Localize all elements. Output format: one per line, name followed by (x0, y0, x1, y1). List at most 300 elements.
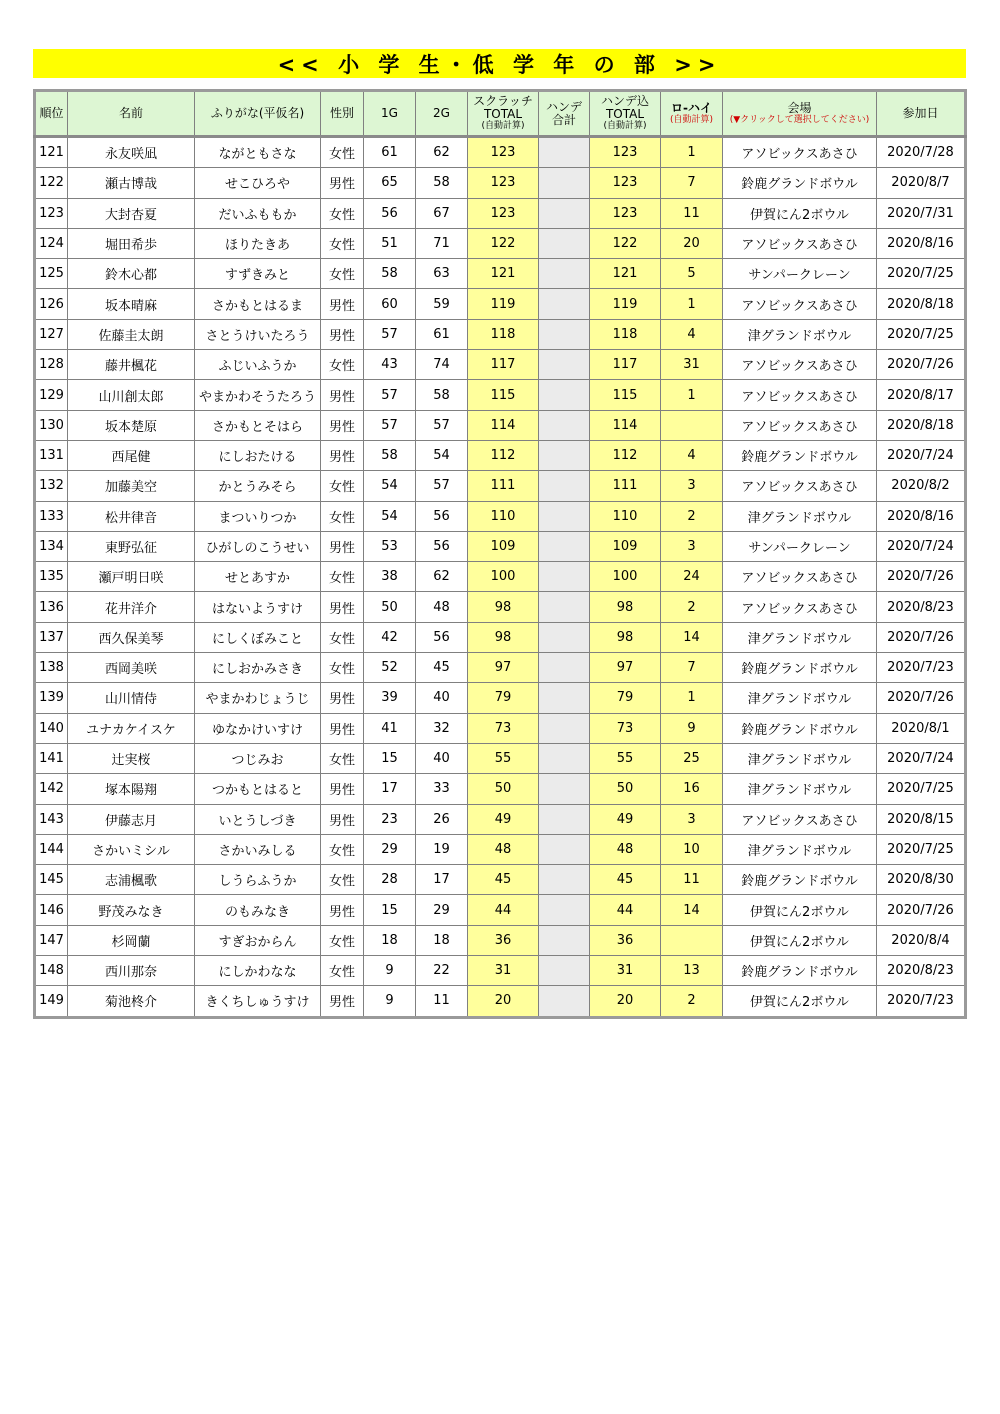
game1-cell: 52 (364, 653, 416, 683)
table-row (35, 774, 966, 804)
handicap-cell (539, 622, 590, 652)
rank-cell: 148 (35, 956, 68, 986)
venue-cell[interactable]: 鈴鹿グランドボウル (723, 956, 877, 986)
game1-cell: 9 (364, 986, 416, 1017)
venue-cell[interactable]: サンパークレーン (723, 531, 877, 561)
handicap-total-cell: 112 (590, 440, 661, 470)
date-cell: 2020/7/24 (877, 440, 966, 470)
header-scratch-line1: スクラッチ (473, 94, 533, 108)
game2-cell: 29 (416, 895, 468, 925)
game1-cell: 28 (364, 865, 416, 895)
name-cell: 堀田希歩 (68, 228, 195, 258)
game2-cell: 59 (416, 289, 468, 319)
table-row (35, 289, 966, 319)
handicap-cell (539, 865, 590, 895)
name-cell: 大封杏夏 (68, 198, 195, 228)
game2-cell: 62 (416, 137, 468, 168)
lowhigh-cell: 13 (661, 956, 723, 986)
table-row (35, 380, 966, 410)
handicap-cell (539, 895, 590, 925)
name-cell: 永友咲凪 (68, 137, 195, 168)
table-row (35, 168, 966, 198)
lowhigh-cell: 1 (661, 380, 723, 410)
venue-cell[interactable]: 津グランドボウル (723, 319, 877, 349)
handicap-total-cell: 79 (590, 683, 661, 713)
date-cell: 2020/7/23 (877, 653, 966, 683)
kana-cell: せとあすか (195, 562, 321, 592)
lowhigh-cell: 3 (661, 471, 723, 501)
handicap-cell (539, 228, 590, 258)
gender-cell: 男性 (321, 168, 364, 198)
handicap-cell (539, 410, 590, 440)
gender-cell: 女性 (321, 137, 364, 168)
venue-cell[interactable]: アソビックスあさひ (723, 562, 877, 592)
date-cell: 2020/8/17 (877, 380, 966, 410)
venue-cell[interactable]: アソビックスあさひ (723, 350, 877, 380)
table-row (35, 713, 966, 743)
header-game1: 1G (364, 91, 416, 137)
game1-cell: 15 (364, 743, 416, 773)
venue-cell[interactable]: アソビックスあさひ (723, 380, 877, 410)
gender-cell: 女性 (321, 925, 364, 955)
table-row (35, 592, 966, 622)
header-venue-label: 会場 (787, 100, 812, 115)
date-cell: 2020/7/23 (877, 986, 966, 1017)
rank-cell: 129 (35, 380, 68, 410)
kana-cell: せこひろや (195, 168, 321, 198)
header-rank: 順位 (35, 91, 68, 137)
kana-cell: つじみお (195, 743, 321, 773)
handicap-total-cell: 55 (590, 743, 661, 773)
handicap-cell (539, 259, 590, 289)
game1-cell: 39 (364, 683, 416, 713)
header-lowhigh-note: (自動計算) (669, 114, 714, 125)
name-cell: 花井洋介 (68, 592, 195, 622)
header-scratch-line2: TOTAL (483, 107, 523, 121)
header-lowhigh (661, 91, 723, 137)
lowhigh-cell: 3 (661, 804, 723, 834)
date-cell: 2020/7/25 (877, 834, 966, 864)
name-cell: 東野弘征 (68, 531, 195, 561)
venue-cell[interactable]: 津グランドボウル (723, 501, 877, 531)
table-row (35, 986, 966, 1017)
name-cell: 佐藤圭太朗 (68, 319, 195, 349)
name-cell: 西久保美琴 (68, 622, 195, 652)
venue-cell[interactable]: 津グランドボウル (723, 834, 877, 864)
kana-cell: にしおたける (195, 440, 321, 470)
date-cell: 2020/7/25 (877, 319, 966, 349)
lowhigh-cell: 7 (661, 168, 723, 198)
table-row (35, 440, 966, 470)
game2-cell: 74 (416, 350, 468, 380)
table-row (35, 259, 966, 289)
lowhigh-cell: 1 (661, 137, 723, 168)
lowhigh-cell: 24 (661, 562, 723, 592)
gender-cell: 女性 (321, 350, 364, 380)
game2-cell: 57 (416, 471, 468, 501)
rank-cell: 138 (35, 653, 68, 683)
lowhigh-cell: 14 (661, 622, 723, 652)
date-cell: 2020/8/23 (877, 592, 966, 622)
venue-cell[interactable]: 伊賀にん2ボウル (723, 925, 877, 955)
header-hdcp-total-line1: ハンデ込 (600, 94, 649, 108)
header-venue (723, 91, 877, 137)
table-row (35, 228, 966, 258)
lowhigh-cell: 16 (661, 774, 723, 804)
handicap-total-cell: 114 (590, 410, 661, 440)
lowhigh-cell: 2 (661, 986, 723, 1017)
handicap-cell (539, 562, 590, 592)
date-cell: 2020/8/18 (877, 410, 966, 440)
scratch-total-cell: 123 (468, 198, 539, 228)
gender-cell: 男性 (321, 895, 364, 925)
scratch-total-cell: 73 (468, 713, 539, 743)
table-row (35, 683, 966, 713)
gender-cell: 女性 (321, 471, 364, 501)
handicap-total-cell: 115 (590, 380, 661, 410)
game1-cell: 57 (364, 380, 416, 410)
name-cell: 菊池柊介 (68, 986, 195, 1017)
rank-cell: 125 (35, 259, 68, 289)
game2-cell: 56 (416, 622, 468, 652)
date-cell: 2020/8/7 (877, 168, 966, 198)
game2-cell: 57 (416, 410, 468, 440)
kana-cell: ゆなかけいすけ (195, 713, 321, 743)
venue-cell[interactable]: アソビックスあさひ (723, 804, 877, 834)
scratch-total-cell: 36 (468, 925, 539, 955)
table-row (35, 622, 966, 652)
handicap-cell (539, 350, 590, 380)
scratch-total-cell: 45 (468, 865, 539, 895)
gender-cell: 男性 (321, 410, 364, 440)
name-cell: 瀬古博哉 (68, 168, 195, 198)
lowhigh-cell: 1 (661, 289, 723, 319)
lowhigh-cell: 7 (661, 653, 723, 683)
rank-cell: 149 (35, 986, 68, 1017)
header-handicap-total (590, 91, 661, 137)
table-row (35, 531, 966, 561)
handicap-total-cell: 50 (590, 774, 661, 804)
handicap-total-cell: 31 (590, 956, 661, 986)
game1-cell: 43 (364, 350, 416, 380)
scratch-total-cell: 98 (468, 592, 539, 622)
game2-cell: 71 (416, 228, 468, 258)
handicap-total-cell: 73 (590, 713, 661, 743)
table-row (35, 319, 966, 349)
game1-cell: 17 (364, 774, 416, 804)
name-cell: 加藤美空 (68, 471, 195, 501)
gender-cell: 男性 (321, 289, 364, 319)
header-hdcp-total-line2: TOTAL (605, 107, 645, 121)
kana-cell: すぎおからん (195, 925, 321, 955)
game1-cell: 61 (364, 137, 416, 168)
handicap-cell (539, 986, 590, 1017)
page-title: << 小 学 生・低 学 年 の 部 >> (33, 49, 966, 78)
kana-cell: まついりつか (195, 501, 321, 531)
scratch-total-cell: 48 (468, 834, 539, 864)
rank-cell: 121 (35, 137, 68, 168)
table-row (35, 653, 966, 683)
lowhigh-cell: 4 (661, 440, 723, 470)
kana-cell: すずきみと (195, 259, 321, 289)
name-cell: 鈴木心都 (68, 259, 195, 289)
name-cell: 藤井楓花 (68, 350, 195, 380)
table-row (35, 804, 966, 834)
scratch-total-cell: 79 (468, 683, 539, 713)
handicap-total-cell: 45 (590, 865, 661, 895)
table-row (35, 471, 966, 501)
header-date: 参加日 (877, 91, 966, 137)
venue-cell[interactable]: 伊賀にん2ボウル (723, 986, 877, 1017)
game2-cell: 61 (416, 319, 468, 349)
game2-cell: 56 (416, 531, 468, 561)
rank-cell: 140 (35, 713, 68, 743)
venue-cell[interactable]: 伊賀にん2ボウル (723, 198, 877, 228)
scratch-total-cell: 31 (468, 956, 539, 986)
name-cell: 西尾健 (68, 440, 195, 470)
handicap-cell (539, 531, 590, 561)
lowhigh-cell: 31 (661, 350, 723, 380)
rank-cell: 126 (35, 289, 68, 319)
handicap-total-cell: 20 (590, 986, 661, 1017)
rank-cell: 144 (35, 834, 68, 864)
handicap-cell (539, 653, 590, 683)
rank-cell: 127 (35, 319, 68, 349)
scratch-total-cell: 119 (468, 289, 539, 319)
kana-cell: やまかわそうたろう (195, 380, 321, 410)
venue-cell[interactable]: サンパークレーン (723, 259, 877, 289)
lowhigh-cell: 1 (661, 683, 723, 713)
handicap-total-cell: 119 (590, 289, 661, 319)
kana-cell: にしかわなな (195, 956, 321, 986)
header-lowhigh-label: ロ-ハイ (671, 100, 712, 115)
date-cell: 2020/8/16 (877, 501, 966, 531)
gender-cell: 男性 (321, 683, 364, 713)
game2-cell: 17 (416, 865, 468, 895)
handicap-cell (539, 380, 590, 410)
kana-cell: ふじいふうか (195, 350, 321, 380)
lowhigh-cell: 4 (661, 319, 723, 349)
header-hdcp-total-note: (自動計算) (603, 121, 647, 131)
handicap-total-cell: 123 (590, 168, 661, 198)
game1-cell: 58 (364, 259, 416, 289)
header-scratch-note: (自動計算) (481, 121, 525, 131)
venue-cell[interactable]: アソビックスあさひ (723, 410, 877, 440)
handicap-total-cell: 123 (590, 198, 661, 228)
name-cell: さかいミシル (68, 834, 195, 864)
scratch-total-cell: 121 (468, 259, 539, 289)
venue-cell[interactable]: 伊賀にん2ボウル (723, 895, 877, 925)
game1-cell: 18 (364, 925, 416, 955)
handicap-cell (539, 834, 590, 864)
header-handicap-line2: 合計 (551, 112, 576, 127)
gender-cell: 女性 (321, 653, 364, 683)
rank-cell: 142 (35, 774, 68, 804)
scratch-total-cell: 112 (468, 440, 539, 470)
date-cell: 2020/8/2 (877, 471, 966, 501)
scratch-total-cell: 114 (468, 410, 539, 440)
date-cell: 2020/7/28 (877, 137, 966, 168)
game2-cell: 45 (416, 653, 468, 683)
kana-cell: さかもとはるま (195, 289, 321, 319)
gender-cell: 女性 (321, 622, 364, 652)
lowhigh-cell: 5 (661, 259, 723, 289)
date-cell: 2020/8/15 (877, 804, 966, 834)
table-row (35, 743, 966, 773)
rank-cell: 145 (35, 865, 68, 895)
handicap-cell (539, 289, 590, 319)
rank-cell: 136 (35, 592, 68, 622)
game1-cell: 60 (364, 289, 416, 319)
scratch-total-cell: 109 (468, 531, 539, 561)
handicap-total-cell: 44 (590, 895, 661, 925)
name-cell: 伊藤志月 (68, 804, 195, 834)
venue-cell[interactable]: 鈴鹿グランドボウル (723, 865, 877, 895)
kana-cell: さかもとそはら (195, 410, 321, 440)
rank-cell: 122 (35, 168, 68, 198)
header-name: 名前 (68, 91, 195, 137)
table-row (35, 198, 966, 228)
game2-cell: 22 (416, 956, 468, 986)
handicap-total-cell: 121 (590, 259, 661, 289)
date-cell: 2020/8/18 (877, 289, 966, 319)
venue-cell[interactable]: 鈴鹿グランドボウル (723, 440, 877, 470)
venue-cell[interactable]: アソビックスあさひ (723, 137, 877, 168)
lowhigh-cell: 9 (661, 713, 723, 743)
game1-cell: 57 (364, 410, 416, 440)
kana-cell: のもみなき (195, 895, 321, 925)
name-cell: 山川情侍 (68, 683, 195, 713)
venue-cell[interactable]: 津グランドボウル (723, 774, 877, 804)
table-row (35, 895, 966, 925)
table-row (35, 562, 966, 592)
lowhigh-cell: 11 (661, 198, 723, 228)
lowhigh-cell (661, 925, 723, 955)
table-row (35, 956, 966, 986)
game1-cell: 54 (364, 471, 416, 501)
venue-cell[interactable]: 津グランドボウル (723, 743, 877, 773)
rank-cell: 137 (35, 622, 68, 652)
rank-cell: 143 (35, 804, 68, 834)
handicap-cell (539, 804, 590, 834)
date-cell: 2020/7/31 (877, 198, 966, 228)
game1-cell: 50 (364, 592, 416, 622)
name-cell: ユナカケイスケ (68, 713, 195, 743)
date-cell: 2020/7/26 (877, 350, 966, 380)
game1-cell: 65 (364, 168, 416, 198)
rank-cell: 134 (35, 531, 68, 561)
gender-cell: 女性 (321, 956, 364, 986)
kana-cell: にしくぼみこと (195, 622, 321, 652)
name-cell: 辻実桜 (68, 743, 195, 773)
gender-cell: 女性 (321, 865, 364, 895)
date-cell: 2020/7/26 (877, 622, 966, 652)
game1-cell: 42 (364, 622, 416, 652)
table-row (35, 925, 966, 955)
venue-cell[interactable]: 津グランドボウル (723, 683, 877, 713)
scratch-total-cell: 20 (468, 986, 539, 1017)
scratch-total-cell: 111 (468, 471, 539, 501)
date-cell: 2020/7/26 (877, 683, 966, 713)
lowhigh-cell: 3 (661, 531, 723, 561)
gender-cell: 女性 (321, 562, 364, 592)
gender-cell: 男性 (321, 440, 364, 470)
game2-cell: 40 (416, 743, 468, 773)
kana-cell: はないようすけ (195, 592, 321, 622)
handicap-cell (539, 743, 590, 773)
rank-cell: 146 (35, 895, 68, 925)
date-cell: 2020/7/24 (877, 743, 966, 773)
scratch-total-cell: 122 (468, 228, 539, 258)
handicap-total-cell: 98 (590, 592, 661, 622)
handicap-cell (539, 198, 590, 228)
game1-cell: 15 (364, 895, 416, 925)
game2-cell: 33 (416, 774, 468, 804)
venue-cell[interactable]: 津グランドボウル (723, 622, 877, 652)
scratch-total-cell: 49 (468, 804, 539, 834)
name-cell: 坂本楚原 (68, 410, 195, 440)
lowhigh-cell: 2 (661, 501, 723, 531)
game1-cell: 23 (364, 804, 416, 834)
table-body (35, 137, 966, 1018)
table-row (35, 865, 966, 895)
venue-cell[interactable]: 鈴鹿グランドボウル (723, 653, 877, 683)
kana-cell: つかもとはると (195, 774, 321, 804)
rank-cell: 131 (35, 440, 68, 470)
handicap-total-cell: 117 (590, 350, 661, 380)
venue-cell[interactable]: 鈴鹿グランドボウル (723, 168, 877, 198)
name-cell: 志浦楓歌 (68, 865, 195, 895)
table-row (35, 350, 966, 380)
scratch-total-cell: 44 (468, 895, 539, 925)
venue-cell[interactable]: アソビックスあさひ (723, 289, 877, 319)
kana-cell: ながともさな (195, 137, 321, 168)
kana-cell: かとうみそら (195, 471, 321, 501)
kana-cell: いとうしづき (195, 804, 321, 834)
venue-cell[interactable]: アソビックスあさひ (723, 471, 877, 501)
handicap-cell (539, 471, 590, 501)
game1-cell: 54 (364, 501, 416, 531)
kana-cell: さかいみしる (195, 834, 321, 864)
game2-cell: 11 (416, 986, 468, 1017)
game2-cell: 26 (416, 804, 468, 834)
scratch-total-cell: 118 (468, 319, 539, 349)
venue-cell[interactable]: アソビックスあさひ (723, 228, 877, 258)
scratch-total-cell: 50 (468, 774, 539, 804)
gender-cell: 女性 (321, 743, 364, 773)
rank-cell: 141 (35, 743, 68, 773)
kana-cell: やまかわじょうじ (195, 683, 321, 713)
scratch-total-cell: 97 (468, 653, 539, 683)
kana-cell: しうらふうか (195, 865, 321, 895)
rank-cell: 130 (35, 410, 68, 440)
scratch-total-cell: 115 (468, 380, 539, 410)
handicap-total-cell: 98 (590, 622, 661, 652)
scratch-total-cell: 117 (468, 350, 539, 380)
handicap-cell (539, 925, 590, 955)
gender-cell: 男性 (321, 592, 364, 622)
venue-cell[interactable]: アソビックスあさひ (723, 592, 877, 622)
game2-cell: 48 (416, 592, 468, 622)
handicap-total-cell: 97 (590, 653, 661, 683)
scratch-total-cell: 98 (468, 622, 539, 652)
game2-cell: 67 (416, 198, 468, 228)
gender-cell: 女性 (321, 259, 364, 289)
venue-cell[interactable]: 鈴鹿グランドボウル (723, 713, 877, 743)
kana-cell: にしおかみさき (195, 653, 321, 683)
name-cell: 西川那奈 (68, 956, 195, 986)
game2-cell: 40 (416, 683, 468, 713)
